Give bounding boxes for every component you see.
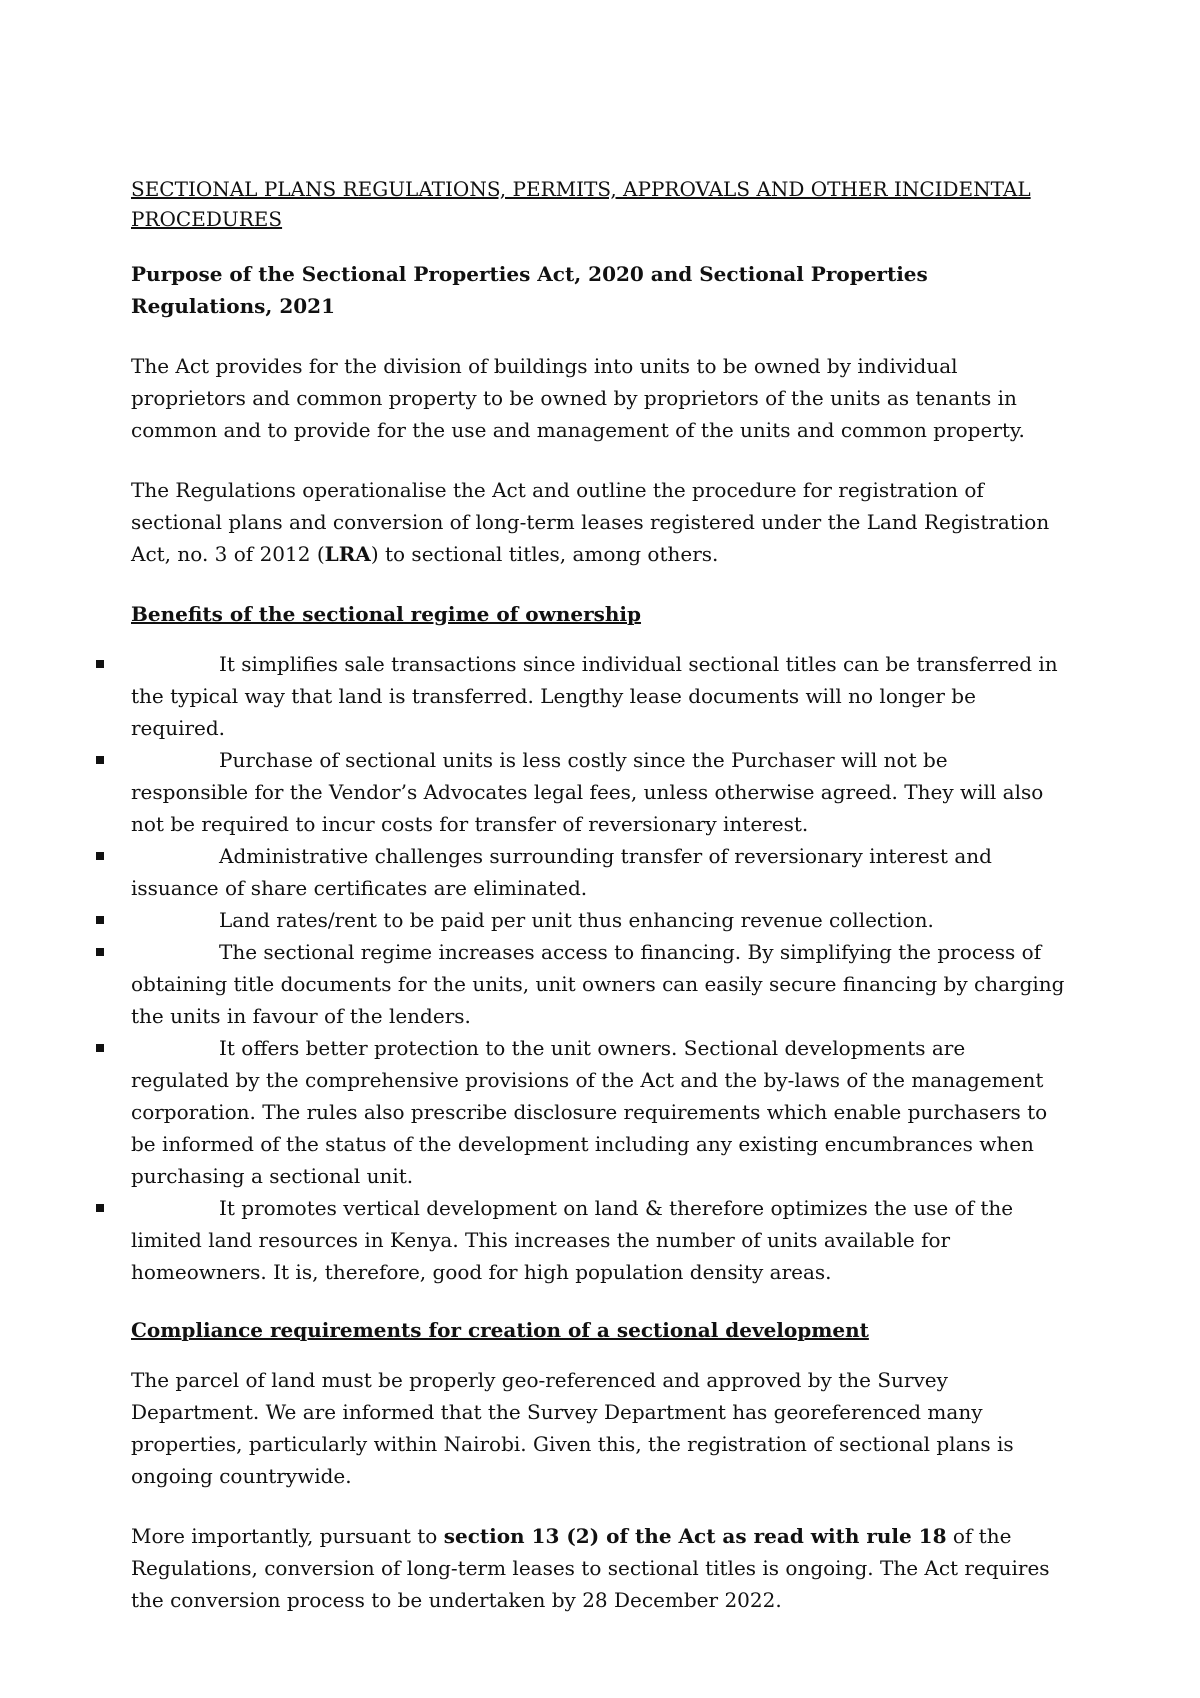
benefit-text: Administrative challenges surrounding transfer of reversionary interest and issuance of share certificates are eliminated. <box>131 844 992 900</box>
benefits-list <box>131 648 1066 1288</box>
compliance-paragraph-2-text-after: of the Regulations, conversion of long-term leases to sectional titles is ongoing. The Act requires the conversion process to be undertaken by 28 December 2022. <box>131 1524 1050 1612</box>
compliance-paragraph-2 <box>131 1520 1066 1616</box>
benefit-text: It offers better protection to the unit owners. Sectional developments are regulated by the comprehensive provisions of the Act and the by-laws of the management corporation. The rules also prescribe disclosure requirements which enable purchasers to be informed of the status of the development including any existing encumbrances when purchasing a sectional unit. <box>131 1036 1048 1188</box>
benefit-item <box>131 1192 1066 1288</box>
square-bullet-icon <box>96 948 104 956</box>
benefit-item <box>131 840 1066 904</box>
purpose-paragraph-1: The Act provides for the division of buildings into units to be owned by individual proprietors and common property to be owned by proprietors of the units as tenants in common and to provide for the use and management of the units and common property. <box>131 354 1025 442</box>
document-page <box>131 174 1066 1644</box>
benefit-item <box>131 648 1066 744</box>
benefit-item <box>131 904 1066 936</box>
benefit-text: It simplifies sale transactions since individual sectional titles can be transferred in the typical way that land is transferred. Lengthy lease documents will no longer be required. <box>131 652 1058 740</box>
compliance-paragraph-1: The parcel of land must be properly geo-referenced and approved by the Survey Department. We are informed that the Survey Department has georeferenced many properties, particularly within Nairobi. Given this, the registration of sectional plans is ongoing countrywide. <box>131 1368 1014 1488</box>
purpose-paragraph-2 <box>131 474 1066 570</box>
section-reference: section 13 (2) of the Act as read with rule 18 <box>443 1524 947 1548</box>
purpose-heading: Purpose of the Sectional Properties Act, 2020 and Sectional Properties Regulations, 2021 <box>131 262 928 318</box>
square-bullet-icon <box>96 660 104 668</box>
square-bullet-icon <box>96 1044 104 1052</box>
square-bullet-icon <box>96 1204 104 1212</box>
benefits-heading: Benefits of the sectional regime of ownership <box>131 602 642 626</box>
benefit-text: The sectional regime increases access to financing. By simplifying the process of obtaining title documents for the units, unit owners can easily secure financing by charging the units in favour of the lenders. <box>131 940 1065 1028</box>
benefit-item <box>131 936 1066 1032</box>
benefit-text: It promotes vertical development on land & therefore optimizes the use of the limited land resources in Kenya. This increases the number of units available for homeowners. It is, therefore, good for high population density areas. <box>131 1196 1014 1284</box>
benefit-item <box>131 744 1066 840</box>
compliance-heading: Compliance requirements for creation of a sectional development <box>131 1318 869 1342</box>
benefit-text: Purchase of sectional units is less costly since the Purchaser will not be responsible for the Vendor’s Advocates legal fees, unless otherwise agreed. They will also not be required to incur costs for transfer of reversionary interest. <box>131 748 1044 836</box>
benefit-text: Land rates/rent to be paid per unit thus enhancing revenue collection. <box>219 908 934 932</box>
square-bullet-icon <box>96 756 104 764</box>
benefit-item <box>131 1032 1066 1192</box>
square-bullet-icon <box>96 916 104 924</box>
purpose-paragraph-2-text-before: The Regulations operationalise the Act and outline the procedure for registration of sectional plans and conversion of long-term leases registered under the Land Registration Act, no. 3 of 2012 ( <box>131 478 1050 566</box>
compliance-paragraph-2-text-before: More importantly, pursuant to <box>131 1524 444 1548</box>
lra-abbreviation: LRA <box>324 542 371 566</box>
purpose-paragraph-2-text-after: ) to sectional titles, among others. <box>370 542 719 566</box>
document-title: SECTIONAL PLANS REGULATIONS, PERMITS, APPROVALS AND OTHER INCIDENTAL PROCEDURES <box>131 177 1031 231</box>
square-bullet-icon <box>96 852 104 860</box>
